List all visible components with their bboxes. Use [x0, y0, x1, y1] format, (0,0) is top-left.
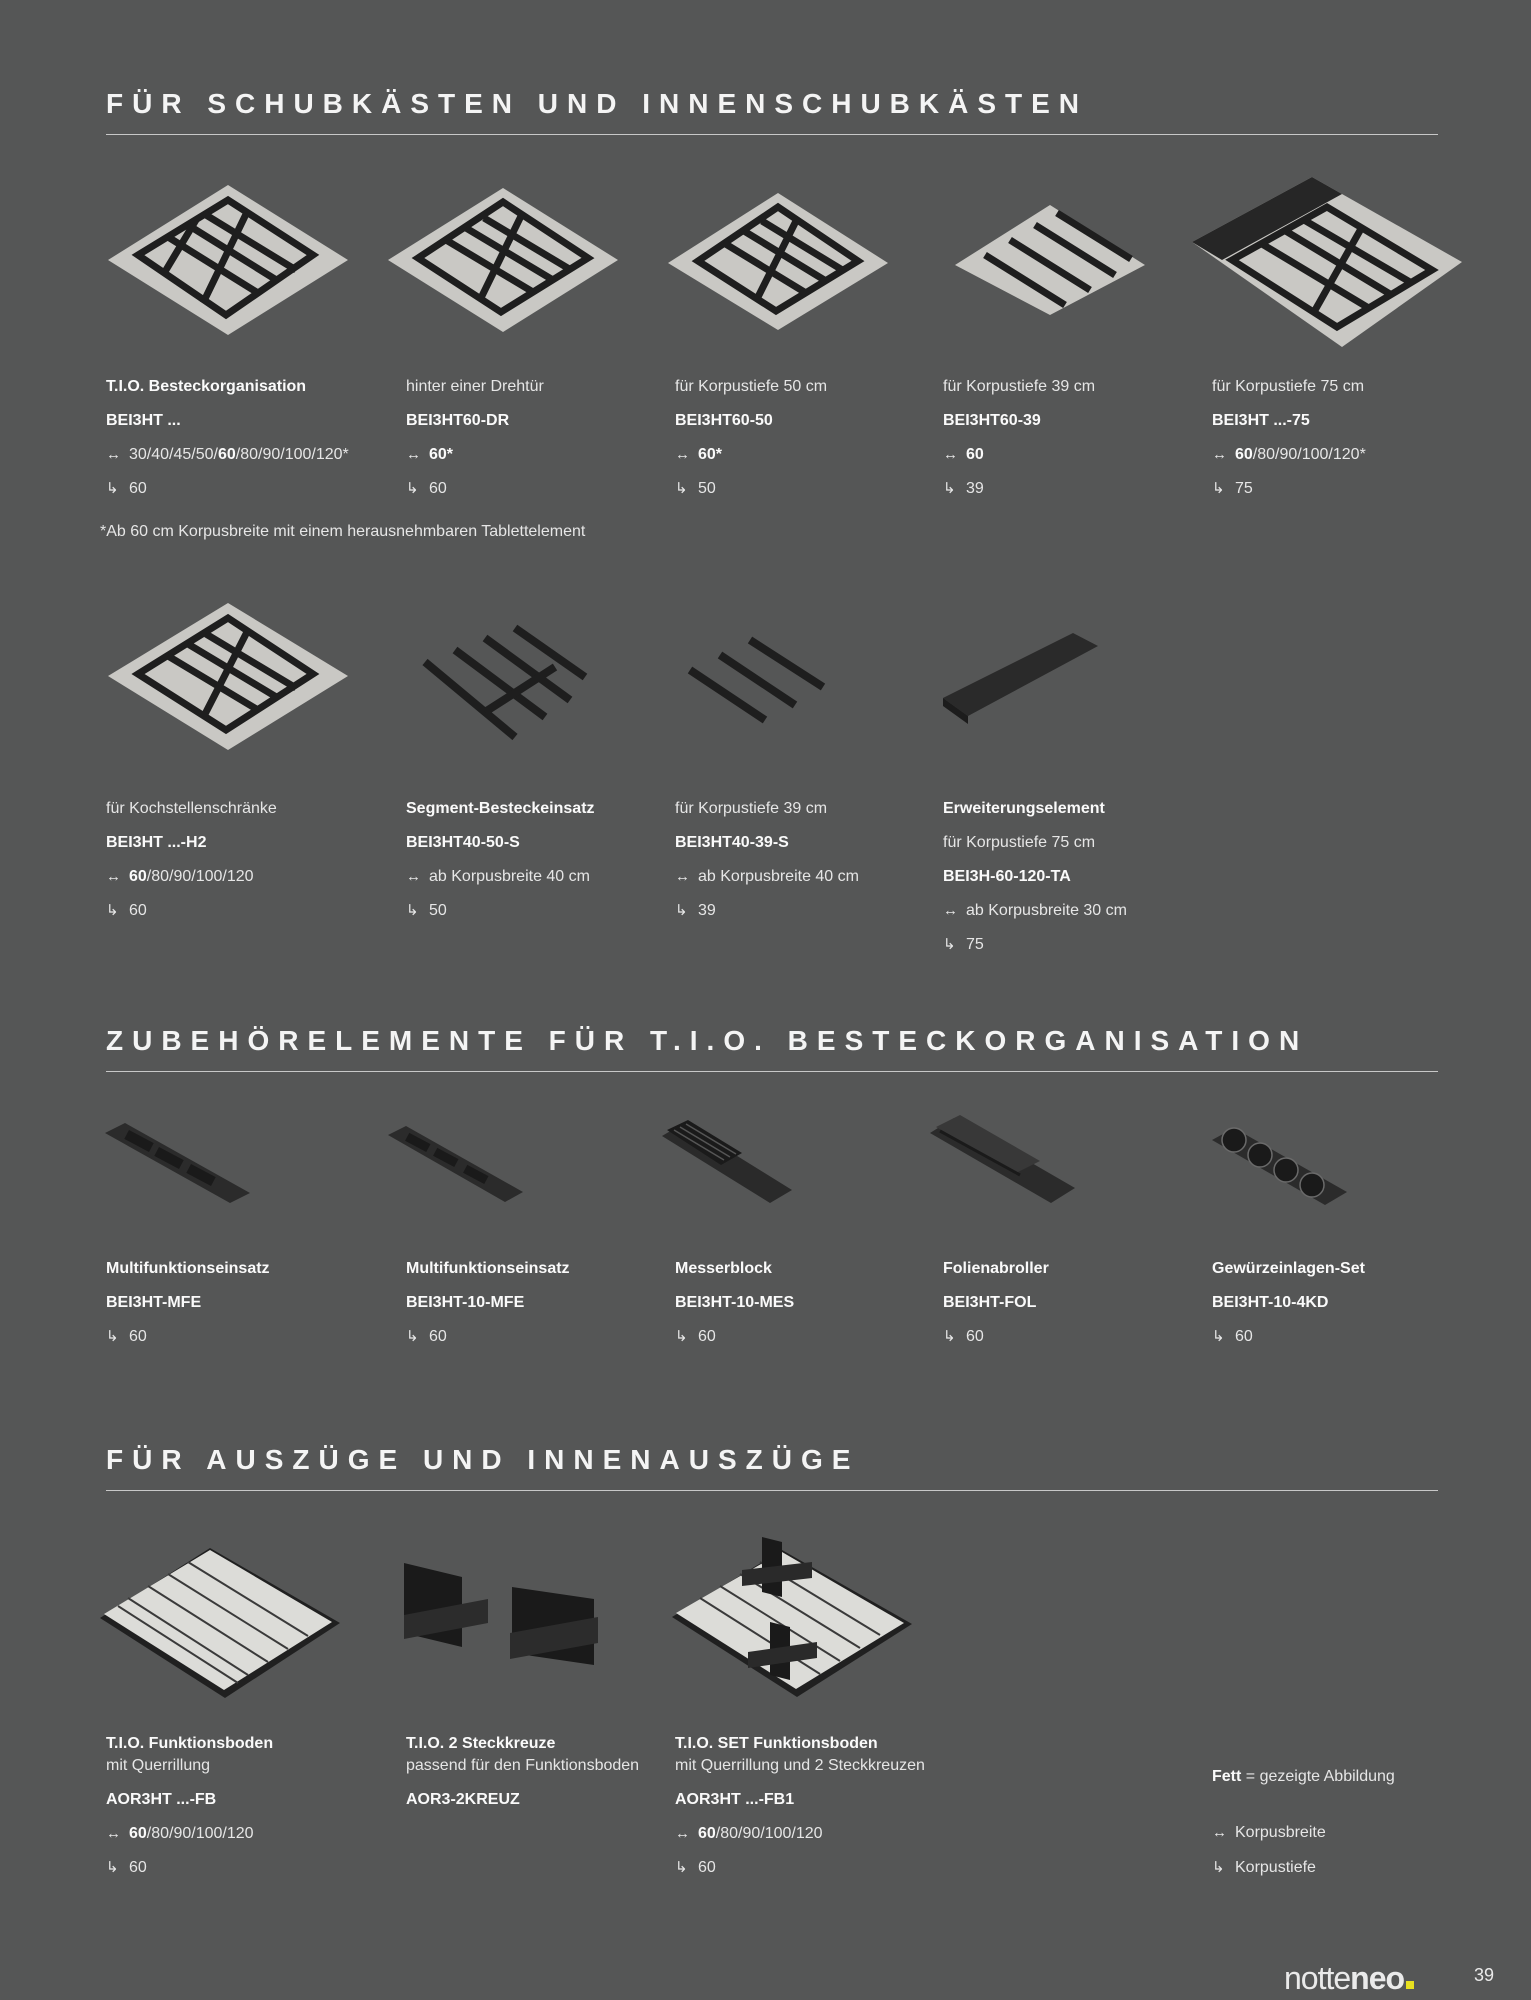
product-image-bei3ht40-39-s — [685, 625, 830, 725]
width-arrows-icon: ↔ — [406, 446, 421, 463]
depth-spec: ↳ 60 — [106, 472, 349, 506]
product-code: BEI3HT ... — [106, 412, 181, 429]
product-image-bei3ht-10-mes — [662, 1118, 792, 1210]
product-bei3ht — [106, 370, 349, 506]
product-description: für Korpustiefe 75 cm — [1212, 378, 1365, 395]
product-bei3ht40-39-s — [675, 792, 859, 928]
product-image-aor3ht-fb — [100, 1538, 340, 1708]
width-spec: ↔ 30/40/45/50/60/80/90/100/120* — [106, 438, 349, 472]
legend-bold: Fett = gezeigte Abbildung — [1212, 1768, 1395, 1785]
depth-arrow-icon: ↳ — [943, 480, 956, 497]
depth-spec: ↳ 60 — [106, 894, 277, 928]
depth-spec: ↳ 39 — [675, 894, 859, 928]
depth-arrow-icon: ↳ — [406, 902, 419, 919]
depth-spec: ↳ 60 — [1212, 1320, 1365, 1354]
width-spec: ↔ 60/80/90/100/120* — [1212, 438, 1366, 472]
product-code: BEI3HT60-39 — [943, 412, 1041, 429]
product-code: BEI3HT60-DR — [406, 412, 510, 429]
product-description: für Korpustiefe 39 cm — [943, 378, 1096, 395]
product-name: T.I.O. SET Funktionsboden — [675, 1735, 878, 1752]
product-bei3ht-h2 — [106, 792, 277, 928]
product-name: Erweiterungselement — [943, 800, 1105, 817]
depth-arrow-icon: ↳ — [943, 936, 956, 953]
depth-arrow-icon: ↳ — [675, 1328, 688, 1345]
width-arrows-icon: ↔ — [675, 446, 690, 463]
width-spec: ↔ 60/80/90/100/120 — [106, 1817, 273, 1851]
depth-arrow-icon: ↳ — [1212, 1328, 1225, 1345]
width-arrows-icon: ↔ — [106, 446, 121, 463]
depth-arrow-icon: ↳ — [106, 480, 119, 497]
product-code: BEI3HT40-39-S — [675, 834, 789, 851]
width-spec: ↔ ab Korpusbreite 40 cm — [406, 860, 595, 894]
product-image-bei3h-60-120-ta — [943, 628, 1098, 728]
brand-logo: notteneo — [1284, 1960, 1414, 1997]
product-image-bei3ht — [108, 175, 348, 345]
depth-arrow-icon: ↳ — [675, 902, 688, 919]
depth-arrow-icon: ↳ — [1212, 1859, 1225, 1876]
product-bei3h-60-120-ta — [943, 792, 1127, 962]
depth-spec: ↳ 60 — [106, 1320, 270, 1354]
product-code: AOR3HT ...-FB — [106, 1791, 217, 1808]
product-bei3ht40-50-s — [406, 792, 595, 928]
width-spec: ↔ 60* — [406, 438, 544, 472]
width-arrows-icon: ↔ — [943, 902, 958, 919]
product-image-bei3ht40-50-s — [415, 622, 590, 747]
width-spec: ↔ 60 — [943, 438, 1095, 472]
product-image-bei3ht-10-mfe — [388, 1120, 523, 1210]
product-code: BEI3HT ...-75 — [1212, 412, 1310, 429]
product-code: BEI3H-60-120-TA — [943, 868, 1071, 885]
product-image-bei3ht-75 — [1192, 172, 1462, 357]
legend-width: ↔ Korpusbreite — [1212, 1824, 1326, 1841]
width-arrows-icon: ↔ — [106, 868, 121, 885]
product-description: passend für den Funktionsboden — [406, 1757, 640, 1774]
width-spec: ↔ ab Korpusbreite 40 cm — [675, 860, 859, 894]
depth-spec: ↳ 39 — [943, 472, 1095, 506]
depth-spec: ↳ 75 — [943, 928, 1127, 962]
product-code: BEI3HT-10-MES — [675, 1294, 795, 1311]
product-description: für Korpustiefe 75 cm — [943, 834, 1096, 851]
width-spec: ↔ 60/80/90/100/120 — [675, 1817, 925, 1851]
width-arrows-icon: ↔ — [943, 446, 958, 463]
product-bei3ht-10-mes — [675, 1252, 794, 1354]
width-arrows-icon: ↔ — [106, 1825, 121, 1842]
product-name: T.I.O. Besteckorganisation — [106, 378, 307, 395]
product-code: BEI3HT-10-4KD — [1212, 1294, 1329, 1311]
product-image-bei3ht-10-4kd — [1212, 1120, 1347, 1215]
page-number: 39 — [1474, 1965, 1495, 1985]
product-code: BEI3HT-FOL — [943, 1294, 1037, 1311]
product-bei3ht60-39 — [943, 370, 1095, 506]
section-title-accessories: ZUBEHÖRELEMENTE FÜR T.I.O. BESTECKORGANISATION — [106, 1025, 1309, 1056]
product-name: Multifunktionseinsatz — [406, 1260, 570, 1277]
product-code: BEI3HT60-50 — [675, 412, 773, 429]
product-image-bei3ht-fol — [930, 1113, 1075, 1205]
depth-arrow-icon: ↳ — [1212, 480, 1225, 497]
depth-spec: ↳ 75 — [1212, 472, 1366, 506]
product-description: für Korpustiefe 39 cm — [675, 800, 828, 817]
depth-arrow-icon: ↳ — [675, 480, 688, 497]
product-image-bei3ht60-50 — [668, 185, 888, 335]
section-divider — [106, 1071, 1438, 1072]
product-image-aor3-2kreuz — [402, 1555, 602, 1685]
width-arrows-icon: ↔ — [1212, 1824, 1227, 1841]
product-image-bei3ht60-dr — [388, 180, 618, 340]
product-code: BEI3HT ...-H2 — [106, 834, 207, 851]
depth-spec: ↳ 60 — [106, 1851, 273, 1885]
width-spec: ↔ 60* — [675, 438, 827, 472]
product-description: mit Querrillung und 2 Steckkreuzen — [675, 1757, 925, 1774]
legend-depth: ↳ Korpustiefe — [1212, 1859, 1316, 1876]
product-name: Segment-Besteckeinsatz — [406, 800, 595, 817]
product-image-bei3ht-h2 — [108, 598, 348, 758]
product-name: T.I.O. Funktionsboden — [106, 1735, 274, 1752]
section-divider — [106, 1490, 1438, 1491]
footnote: *Ab 60 cm Korpusbreite mit einem herausnehmbaren Tablettelement — [100, 523, 586, 540]
depth-arrow-icon: ↳ — [106, 902, 119, 919]
product-bei3ht-fol — [943, 1252, 1049, 1354]
product-code: AOR3HT ...-FB1 — [675, 1791, 795, 1808]
product-image-bei3ht-mfe — [105, 1118, 250, 1208]
depth-arrow-icon: ↳ — [106, 1859, 119, 1876]
depth-spec: ↳ 60 — [675, 1320, 794, 1354]
product-code: BEI3HT-MFE — [106, 1294, 202, 1311]
product-name: Gewürzeinlagen-Set — [1212, 1260, 1365, 1277]
section-title-pullouts: FÜR AUSZÜGE UND INNENAUSZÜGE — [106, 1444, 860, 1475]
product-code: BEI3HT-10-MFE — [406, 1294, 525, 1311]
product-description: für Korpustiefe 50 cm — [675, 378, 828, 395]
product-aor3ht-fb1 — [675, 1733, 925, 1885]
depth-spec: ↳ 60 — [406, 1320, 570, 1354]
depth-arrow-icon: ↳ — [406, 480, 419, 497]
product-bei3ht60-50 — [675, 370, 827, 506]
width-spec: ↔ 60/80/90/100/120 — [106, 860, 277, 894]
depth-spec: ↳ 50 — [406, 894, 595, 928]
product-name: Folienabroller — [943, 1260, 1049, 1277]
product-aor3ht-fb — [106, 1733, 273, 1885]
depth-spec: ↳ 60 — [675, 1851, 925, 1885]
product-bei3ht-10-mfe — [406, 1252, 570, 1354]
product-code: BEI3HT40-50-S — [406, 834, 520, 851]
product-description: mit Querrillung — [106, 1757, 211, 1774]
product-code: AOR3-2KREUZ — [406, 1791, 520, 1808]
product-bei3ht-10-4kd — [1212, 1252, 1365, 1354]
product-aor3-2kreuz — [406, 1733, 639, 1817]
depth-arrow-icon: ↳ — [106, 1328, 119, 1345]
depth-arrow-icon: ↳ — [406, 1328, 419, 1345]
logo-dot — [1406, 1981, 1414, 1989]
width-spec: ↔ ab Korpusbreite 30 cm — [943, 894, 1127, 928]
depth-spec: ↳ 50 — [675, 472, 827, 506]
product-image-aor3ht-fb1 — [672, 1532, 912, 1712]
product-bei3ht-75 — [1212, 370, 1366, 506]
product-description: hinter einer Drehtür — [406, 378, 544, 395]
depth-arrow-icon: ↳ — [675, 1859, 688, 1876]
section-title-drawers: FÜR SCHUBKÄSTEN UND INNENSCHUBKÄSTEN — [106, 88, 1089, 119]
product-bei3ht60-dr — [406, 370, 544, 506]
depth-spec: ↳ 60 — [406, 472, 544, 506]
section-divider — [106, 134, 1438, 135]
width-arrows-icon: ↔ — [406, 868, 421, 885]
product-image-bei3ht60-39 — [955, 195, 1145, 320]
product-description: für Kochstellenschränke — [106, 800, 277, 817]
width-arrows-icon: ↔ — [675, 868, 690, 885]
product-name: T.I.O. 2 Steckkreuze — [406, 1735, 556, 1752]
width-arrows-icon: ↔ — [1212, 446, 1227, 463]
product-name: Messerblock — [675, 1260, 772, 1277]
width-arrows-icon: ↔ — [675, 1825, 690, 1842]
depth-spec: ↳ 60 — [943, 1320, 1049, 1354]
depth-arrow-icon: ↳ — [943, 1328, 956, 1345]
product-name: Multifunktionseinsatz — [106, 1260, 270, 1277]
product-bei3ht-mfe — [106, 1252, 270, 1354]
